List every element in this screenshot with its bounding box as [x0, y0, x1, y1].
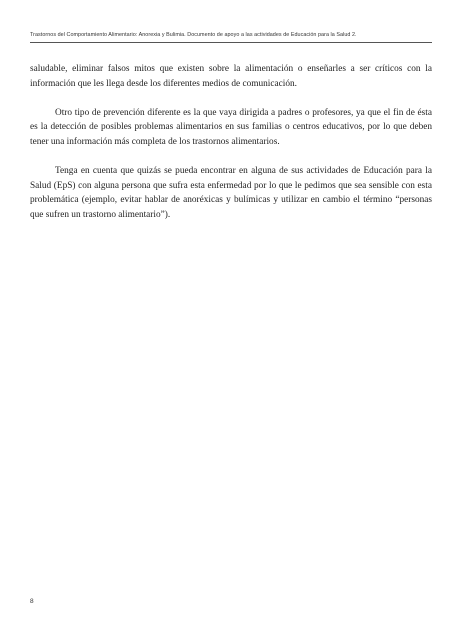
- header-divider: [30, 42, 432, 43]
- body-text: [30, 62, 432, 237]
- paragraph-prevention-parents: Otro tipo de prevención diferente es la que vaya dirigida a padres o profesores, ya que el fin de ésta es la detección de posibles problemas alimentarios en sus familias o centros educativos, por lo que deben tener una información más completa de los trastornos alimentarios.: [30, 107, 432, 147]
- paragraph-eps-sensitivity: Tenga en cuenta que quizás se pueda encontrar en alguna de sus actividades de Educación para la Salud (EpS) con alguna persona que sufra esta enfermedad por lo que le pedimos que sea sensible con esta problemática (ejemplo, evitar hablar de anoréxicas y bulímicas y utilizar en cambio el término “personas que sufren un trastorno alimentario”).: [30, 165, 432, 220]
- paragraph-continuation: saludable, eliminar falsos mitos que existen sobre la alimentación o enseñarles a ser críticos con la información que les llega desde los diferentes medios de comunicación.: [30, 64, 432, 89]
- running-header: Trastornos del Comportamiento Alimentario: Anorexia y Bulimia. Documento de apoyo a las actividades de Educación para la Salud 2.: [30, 32, 357, 38]
- page-number: 8: [30, 598, 34, 605]
